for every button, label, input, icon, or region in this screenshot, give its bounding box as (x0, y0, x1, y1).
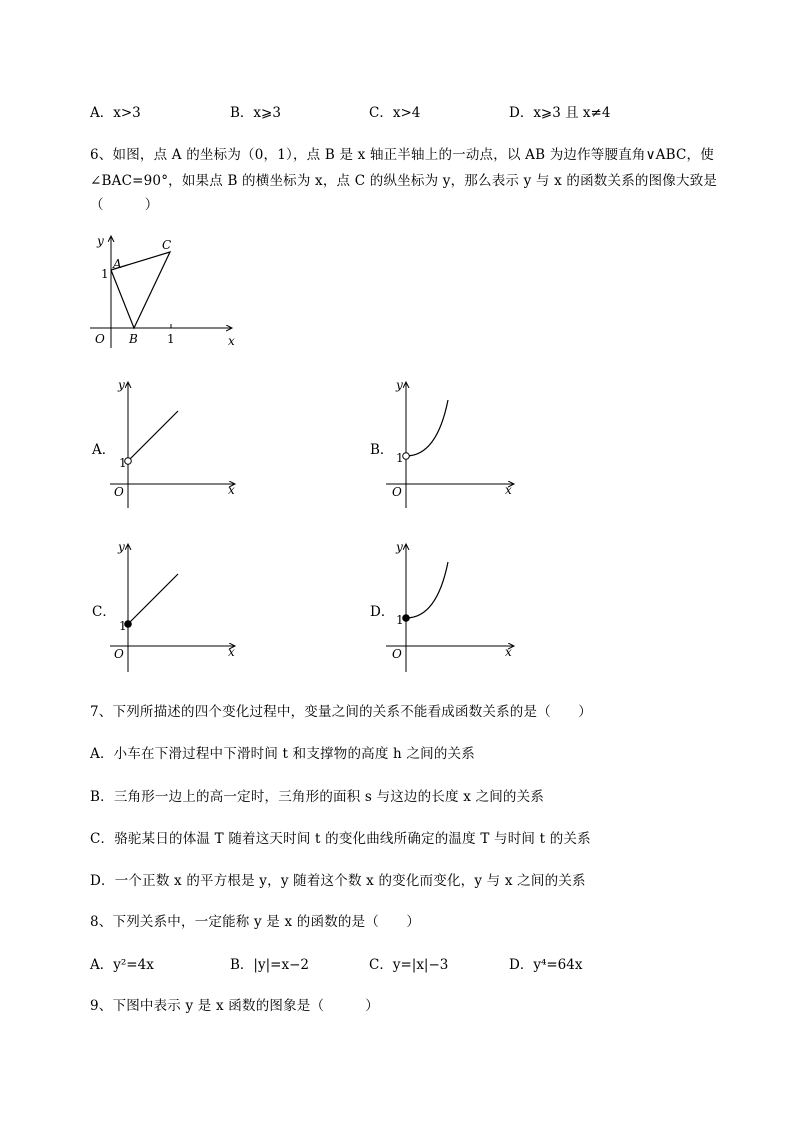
graph-d-label-o: O (392, 647, 402, 661)
fig-label-one-x: 1 (167, 332, 175, 346)
graph-a-label-one: 1 (119, 456, 127, 470)
graph-d-filled-point (403, 615, 410, 622)
graph-b-label-one: 1 (396, 451, 404, 465)
fig-label-one-y: 1 (101, 267, 109, 281)
q7-stem: 7、下列所描述的四个变化过程中，变量之间的关系不能看成函数关系的是（ ） (90, 704, 592, 720)
graph-b-label-o: O (392, 485, 402, 499)
fig-label-y: y (97, 234, 104, 248)
q6-graph-b-label: B． (370, 442, 394, 458)
graph-d-label-y: y (396, 540, 403, 554)
q8-stem: 8、下列关系中，一定能称 y 是 x 的函数的是（ ） (90, 914, 421, 930)
fig-label-c: C (162, 238, 172, 252)
q8-option-a: A．y²=4x (90, 957, 154, 973)
graph-c-label-o: O (114, 647, 124, 661)
fig-label-o: O (95, 332, 105, 346)
q6-graph-a-label: A． (92, 442, 116, 458)
q6-graph-c-label: C． (92, 604, 116, 620)
graph-a-label-y: y (118, 378, 125, 392)
q5-option-d: D．x⩾3 且 x≠4 (509, 105, 611, 121)
graph-d-curve (406, 562, 448, 618)
graph-d-label-x: x (505, 645, 512, 659)
q6-graph-d-label: D． (370, 604, 395, 620)
graph-c-label-one: 1 (119, 619, 127, 633)
fig-label-b: B (129, 332, 138, 346)
graph-d-label-one: 1 (396, 613, 404, 627)
graph-b-label-x: x (505, 483, 512, 497)
fig-label-x: x (228, 334, 235, 348)
q6-stem-line3: （ ） (90, 197, 159, 213)
q5-option-a: A．x>3 (90, 105, 141, 121)
q7-option-c: C．骆驼某日的体温 T 随着这天时间 t 的变化曲线所确定的温度 T 与时间 t 的关系 (90, 831, 591, 847)
q7-option-d: D．一个正数 x 的平方根是 y，y 随着这个数 x 的变化而变化，y 与 x 之间的关系 (90, 873, 586, 889)
q8-option-d: D．y⁴=64x (509, 957, 583, 973)
graph-b-label-y: y (396, 378, 403, 392)
q6-stem-line1: 6、如图，点 A 的坐标为（0，1），点 B 是 x 轴正半轴上的一动点，以 AB 为边作等腰直角∨ABC，使 (90, 147, 714, 163)
q8-option-b: B．|y|=x−2 (230, 957, 309, 973)
q6-stem-line2: ∠BAC=90°，如果点 B 的横坐标为 x，点 C 的纵坐标为 y，那么表示 y 与 x 的函数关系的图像大致是 (90, 173, 718, 189)
q5-option-c: C．x>4 (369, 105, 421, 121)
graph-a-label-x: x (228, 483, 235, 497)
q9-stem: 9、下图中表示 y 是 x 函数的图象是（ ） (90, 998, 379, 1014)
graph-c-label-y: y (118, 540, 125, 554)
fig-label-a: A (113, 257, 122, 271)
graph-a-label-o: O (114, 485, 124, 499)
q7-option-a: A．小车在下滑过程中下滑时间 t 和支撑物的高度 h 之间的关系 (90, 746, 475, 762)
q5-option-b: B．x⩾3 (230, 105, 281, 121)
q8-option-c: C．y=|x|−3 (369, 957, 449, 973)
graph-c-label-x: x (228, 645, 235, 659)
q7-option-b: B．三角形一边上的高一定时，三角形的面积 s 与这边的长度 x 之间的关系 (90, 789, 545, 805)
